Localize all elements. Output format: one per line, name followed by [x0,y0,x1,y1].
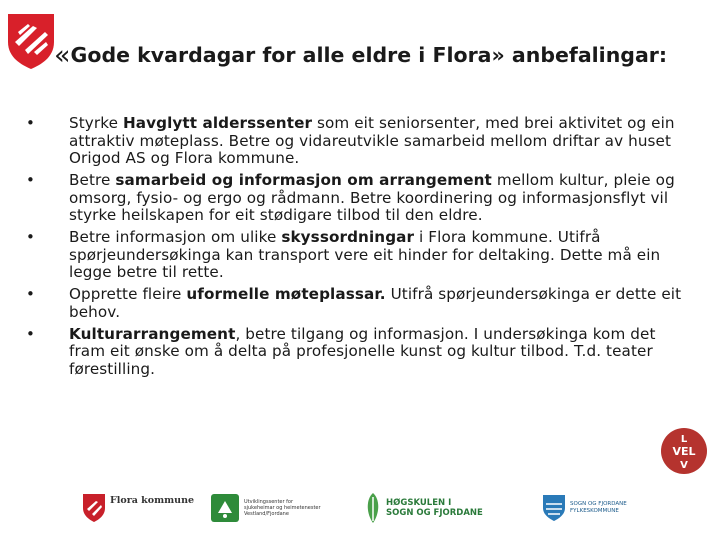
item-text-bold: Kulturarrangement [69,324,236,343]
bullet-icon: • [26,324,35,343]
item-text-post: mellom kultur, pleie og omsorg, fysio- og ergo og rådmann. Betre koordinering og informasjonsflyt vil styrke heilskapen for eit stødigare tilbod til den eldre. [69,171,675,224]
title-text: Gode kvardagar for alle eldre i Flora» anbefalingar: [70,43,668,67]
item-text-pre: Betre [69,171,116,189]
utv-line-2: sjukeheimar og heimetenester [244,505,321,511]
title-quote-mark: « [54,40,71,71]
velv-letter-middle: VEL [672,445,696,458]
bullet-icon: • [26,171,35,189]
sfj-line-2: FYLKESKOMMUNE [570,508,619,514]
recommendation-list [22,115,682,383]
hvl-line-2: SOGN OG FJORDANE [386,508,483,518]
hvl-line-1: HØGSKULEN I [386,498,452,508]
utviklingssenter-logo [210,488,330,528]
utv-line-3: Vestland/Fjordane [244,511,289,517]
list-item [22,229,682,282]
utv-line-1: Utviklingssenter for [244,499,293,505]
item-text-post: , betre tilgang og informasjon. I undersøkinga kom det fram eit ønske om å delta på profesjonelle kunst og kultur tilbod. T.d. teater førestilling. [69,324,656,378]
page-title [54,40,714,71]
item-text-bold: samarbeid og informasjon om arrangement [115,171,492,189]
flora-coat-of-arms-icon [6,12,56,70]
utviklingssenter-icon [210,493,240,523]
item-text-post: i Flora kommune. Utifrå spørjeundersøkinga kan transport vere eit hinder for deltaking. Dette må ein legge betre til rette. [69,228,661,281]
item-text-post: som eit seniorsenter, med brei aktivitet og ein attraktiv møteplass. Betre og vidareutvikle samarbeid mellom driftar av huset Origod AS og Flora kommune. [69,114,675,167]
bullet-icon: • [26,114,35,132]
list-item [22,115,682,168]
hogskulen-logo [364,488,504,528]
fylkeskommune-logo [542,488,652,528]
sfj-shield-icon [542,494,566,522]
bullet-icon: • [26,228,35,246]
item-text-pre: Opprette fleire [69,285,187,303]
item-text-bold: skyssordningar [281,228,415,246]
item-text-bold: uformelle møteplassar. [186,285,386,303]
velv-letter-top: L [680,434,688,445]
velv-logo-icon [659,426,709,476]
sfj-line-1: SOGN OG FJORDANE [570,501,627,507]
hvl-leaf-icon [364,491,382,525]
flora-logo-text: Flora kommune [110,494,195,506]
velv-letter-bottom: V [680,460,688,471]
partner-logos [80,488,640,530]
list-item [22,326,682,379]
item-text-pre: Betre informasjon om ulike [69,228,282,246]
list-item [22,286,682,321]
flora-crest-icon [82,493,106,523]
flora-kommune-logo [82,488,204,528]
item-text-bold: Havglytt alderssenter [122,114,313,132]
item-text-post: Utifrå spørjeundersøkinga er dette eit behov. [69,285,682,321]
item-text-pre: Styrke [69,114,123,132]
list-item [22,172,682,225]
bullet-icon: • [26,285,35,303]
